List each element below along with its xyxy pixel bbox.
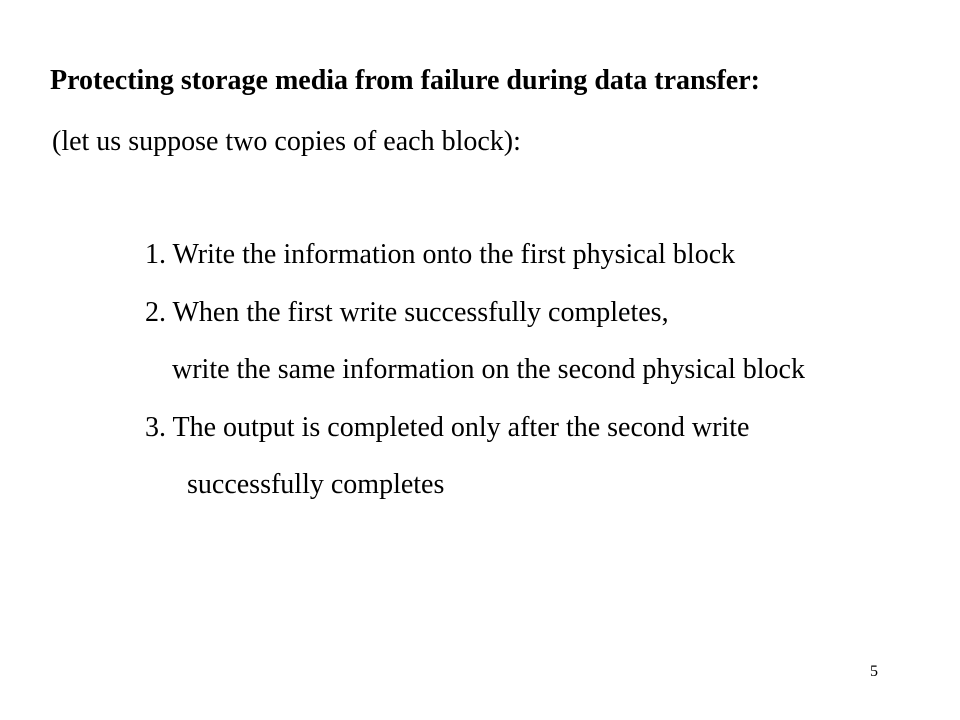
- step-3-continuation: successfully completes: [187, 469, 445, 500]
- step-2-continuation: write the same information on the second physical block: [172, 354, 805, 385]
- page-number: 5: [870, 663, 878, 680]
- step-3: 3. The output is completed only after the second write: [145, 412, 750, 443]
- step-2: 2. When the first write successfully completes,: [145, 297, 669, 328]
- slide-title: Protecting storage media from failure during data transfer:: [50, 65, 760, 96]
- step-1: 1. Write the information onto the first physical block: [145, 239, 736, 270]
- slide-subtitle: (let us suppose two copies of each block):: [52, 126, 521, 157]
